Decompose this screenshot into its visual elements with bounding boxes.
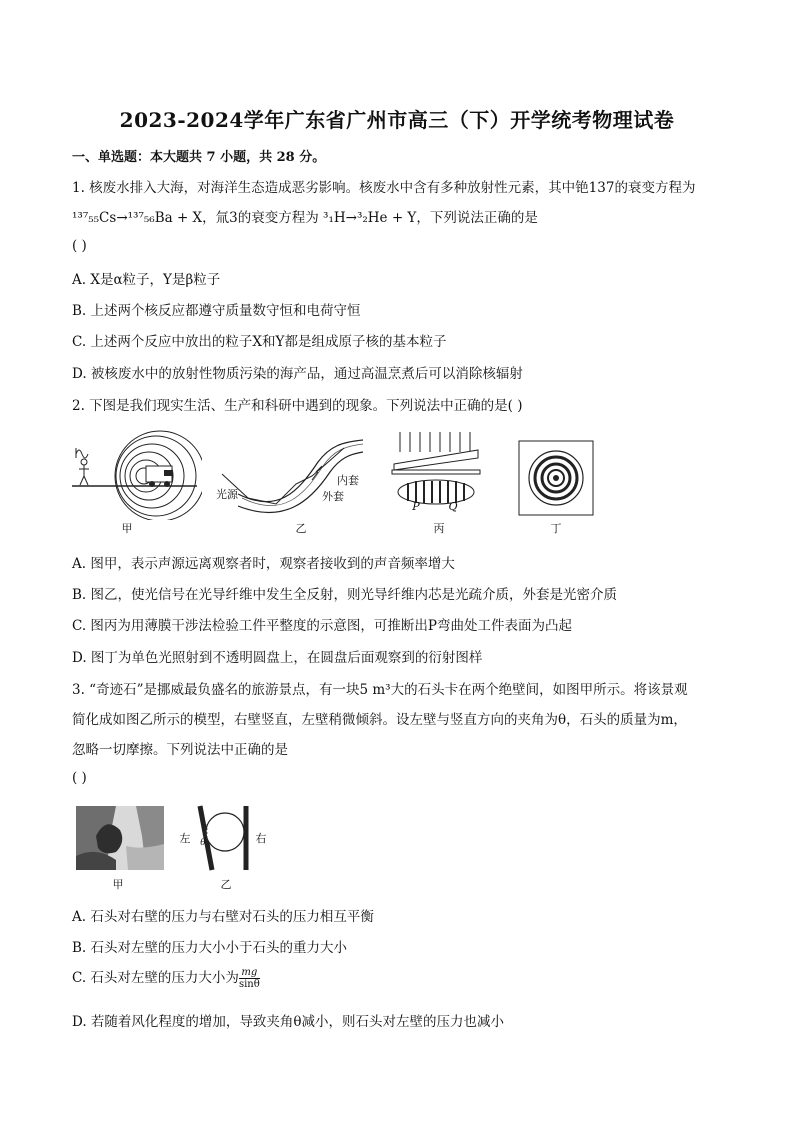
q3-option-d: D. 若随着风化程度的增加，导致夹角θ减小，则石头对左壁的压力也减小 xyxy=(72,1014,505,1030)
figure-label-bing: 丙 xyxy=(433,522,445,535)
figure-label-jia: 甲 xyxy=(121,522,133,535)
q2-option-a: A. 图甲，表示声源远离观察者时，观察者接收到的声音频率增大 xyxy=(72,556,455,572)
label-outer-cladding: 外套 xyxy=(322,490,344,503)
label-light-source: 光源 xyxy=(216,488,238,501)
label-q: Q xyxy=(448,500,458,513)
label-left-wall: 左 xyxy=(179,832,191,845)
q2-option-c: C. 图丙为用薄膜干涉法检验工件平整度的示意图，可推断出P弯曲处工件表面为凸起 xyxy=(72,618,573,634)
q2-option-b: B. 图乙，使光信号在光导纤维中发生全反射，则光导纤维内芯是光疏介质，外套是光密介质 xyxy=(72,587,618,603)
figure-thin-film xyxy=(388,430,488,512)
figure-label-yi-q3: 乙 xyxy=(220,878,232,891)
label-p: P xyxy=(412,500,420,513)
section-heading: 一、单选题：本大题共 7 小题，共 28 分。 xyxy=(72,150,326,165)
q1-option-a: A. X是α粒子，Y是β粒子 xyxy=(72,272,221,288)
q3-stem-line3: 忽略一切摩擦。下列说法中正确的是 xyxy=(72,742,288,758)
label-right-wall: 右 xyxy=(255,832,267,845)
q1-answer-paren: ( ) xyxy=(72,238,87,254)
figure-diffraction xyxy=(518,440,594,516)
label-theta: θ xyxy=(200,838,206,848)
figure-label-ding: 丁 xyxy=(550,522,562,535)
fraction-denominator: sinθ xyxy=(238,979,260,990)
fraction-numerator: mg xyxy=(239,967,260,979)
q1-option-d: D. 被核废水中的放射性物质污染的海产品，通过高温烹煮后可以消除核辐射 xyxy=(72,366,523,382)
q2-stem: 2. 下图是我们现实生活、生产和科研中遇到的现象。下列说法中正确的是( ) xyxy=(72,398,523,414)
fraction-mg-over-sin-theta xyxy=(239,967,260,990)
q3-option-a: A. 石头对右壁的压力与右壁对石头的压力相互平衡 xyxy=(72,909,374,925)
q1-stem-line1: 1. 核废水排入大海，对海洋生态造成恶劣影响。核废水中含有多种放射性元素，其中铯137的衰变方程为 xyxy=(72,180,696,196)
figure-label-yi: 乙 xyxy=(295,522,307,535)
q3-stem-line2: 简化成如图乙所示的模型，右壁竖直，左壁稍微倾斜。设左壁与竖直方向的夹角为θ，石头的质量为m， xyxy=(72,712,687,728)
q3-option-c xyxy=(72,966,260,990)
q1-option-c: C. 上述两个反应中放出的粒子X和Y都是组成原子核的基本粒子 xyxy=(72,334,447,350)
figure-label-jia-q3: 甲 xyxy=(112,878,124,891)
q3-answer-paren: ( ) xyxy=(72,770,87,786)
figure-doppler xyxy=(72,428,202,520)
q1-stem-line2: ¹³⁷₅₅Cs→¹³⁷₅₆Ba + X，氚3的衰变方程为 ³₁H→³₂He + Y，下列说法正确的是 xyxy=(72,210,538,226)
q1-option-b: B. 上述两个核反应都遵守质量数守恒和电荷守恒 xyxy=(72,303,361,319)
q2-option-d: D. 图丁为单色光照射到不透明圆盘上，在圆盘后面观察到的衍射图样 xyxy=(72,650,483,666)
q3-stem-line1: 3. “奇迹石”是挪威最负盛名的旅游景点，有一块5 m³大的石头卡在两个绝壁间，如图甲所示。将该景观 xyxy=(72,682,688,698)
page-title: 2023-2024学年广东省广州市高三（下）开学统考物理试卷 xyxy=(119,108,675,132)
q3-option-c-text: C. 石头对左壁的压力大小为 xyxy=(72,970,239,986)
q3-option-b: B. 石头对左壁的压力大小小于石头的重力大小 xyxy=(72,940,348,956)
figure-stone-photo xyxy=(76,806,164,870)
label-inner-core: 内套 xyxy=(337,474,359,487)
